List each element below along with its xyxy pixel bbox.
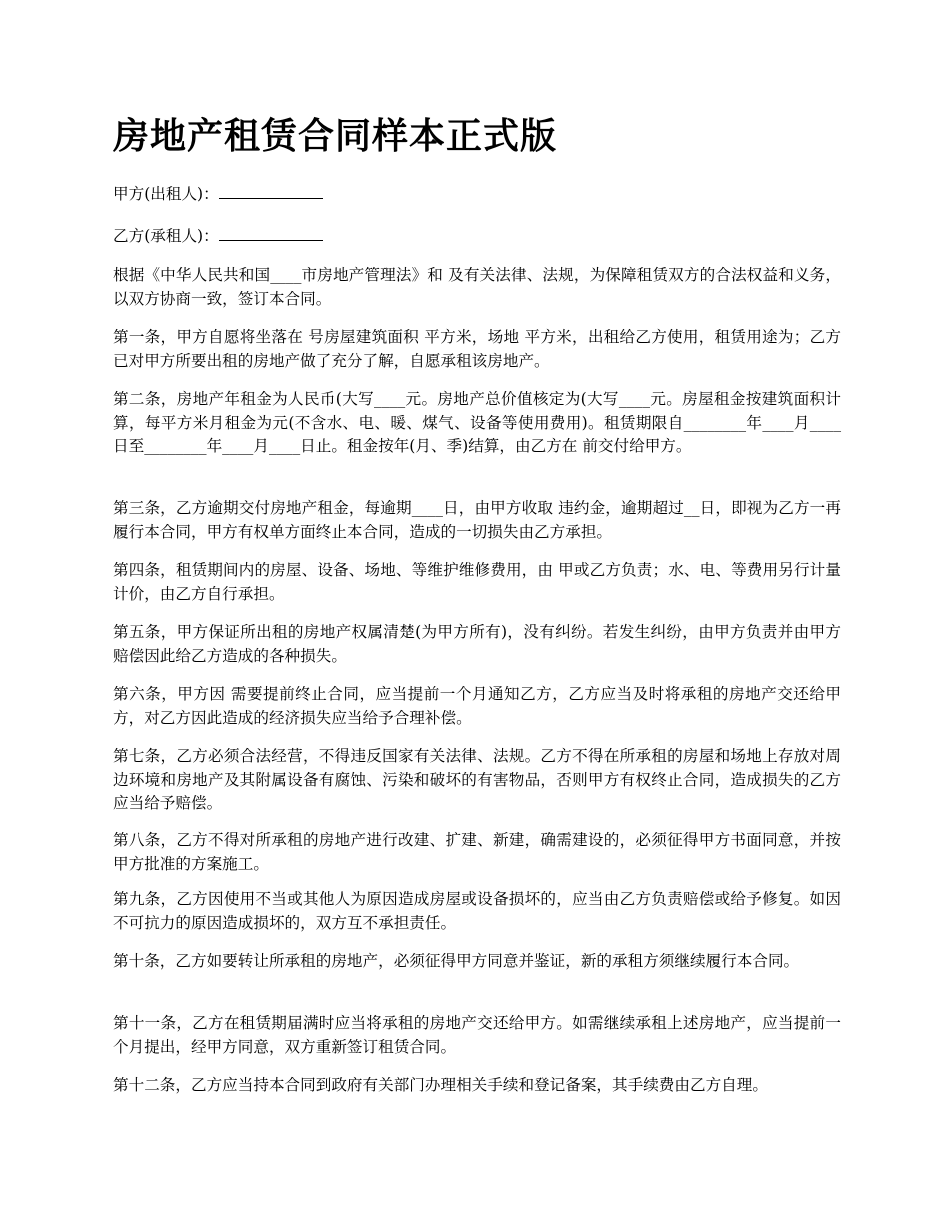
party-b-line bbox=[113, 223, 841, 249]
clause-9: 第九条，乙方因使用不当或其他人为原因造成房屋或设备损坏的，应当由乙方负责赔偿或给予修复。如因不可抗力的原因造成损坏的，双方互不承担责任。 bbox=[113, 890, 841, 932]
clause-4: 第四条，租赁期间内的房屋、设备、场地、等维护维修费用，由 甲或乙方负责；水、电、等费用另行计量计价，由乙方自行承担。 bbox=[113, 561, 841, 603]
clause-11: 第十一条，乙方在租赁期届满时应当将承租的房地产交还给甲方。如需继续承租上述房地产，应当提前一个月提出，经甲方同意，双方重新签订租赁合同。 bbox=[113, 1014, 841, 1056]
clause-7: 第七条，乙方必须合法经营，不得违反国家有关法律、法规。乙方不得在所承租的房屋和场地上存放对周边环境和房地产及其附属设备有腐蚀、污染和破坏的有害物品，否则甲方有权终止合同，造成损失的乙方应当给予赔偿。 bbox=[113, 747, 841, 812]
clause-12: 第十二条，乙方应当持本合同到政府有关部门办理相关手续和登记备案，其手续费由乙方自理。 bbox=[113, 1076, 768, 1094]
party-a-blank bbox=[219, 181, 323, 199]
party-a-line bbox=[113, 181, 841, 207]
clause-5: 第五条，甲方保证所出租的房地产权属清楚(为甲方所有)，没有纠纷。若发生纠纷，由甲方负责并由甲方赔偿因此给乙方造成的各种损失。 bbox=[113, 623, 841, 665]
document-title: 房地产租赁合同样本正式版 bbox=[113, 115, 558, 157]
clause-3: 第三条，乙方逾期交付房地产租金，每逾期____日，由甲方收取 违约金，逾期超过__日，即视为乙方一再履行本合同，甲方有权单方面终止本合同，造成的一切损失由乙方承担。 bbox=[113, 499, 841, 541]
clause-1: 第一条，甲方自愿将坐落在 号房屋建筑面积 平方米，场地 平方米，出租给乙方使用，租赁用途为；乙方已对甲方所要出租的房地产做了充分了解，自愿承租该房地产。 bbox=[113, 328, 841, 370]
clause-10: 第十条，乙方如要转让所承租的房地产，必须征得甲方同意并鉴证，新的承租方须继续履行本合同。 bbox=[113, 952, 800, 970]
clause-2: 第二条，房地产年租金为人民币(大写____元。房地产总价值核定为(大写____元。房屋租金按建筑面积计算，每平方米月租金为元(不含水、电、暖、煤气、设备等使用费用)。租赁期限自________年____月____日至________年____月____日止。租金按年(月、季)结算，由乙方在 前交付给甲方。 bbox=[113, 390, 841, 455]
clause-8: 第八条，乙方不得对所承租的房地产进行改建、扩建、新建，确需建设的，必须征得甲方书面同意，并按甲方批准的方案施工。 bbox=[113, 831, 841, 873]
party-b-blank bbox=[219, 223, 323, 241]
party-b-label: 乙方(承租人)： bbox=[113, 227, 219, 245]
clause-6: 第六条，甲方因 需要提前终止合同，应当提前一个月通知乙方，乙方应当及时将承租的房地产交还给甲方，对乙方因此造成的经济损失应当给予合理补偿。 bbox=[113, 685, 841, 727]
preamble-paragraph: 根据《中华人民共和国____市房地产管理法》和 及有关法律、法规，为保障租赁双方的合法权益和义务，以双方协商一致，签订本合同。 bbox=[113, 266, 841, 308]
party-a-label: 甲方(出租人)： bbox=[113, 185, 219, 203]
